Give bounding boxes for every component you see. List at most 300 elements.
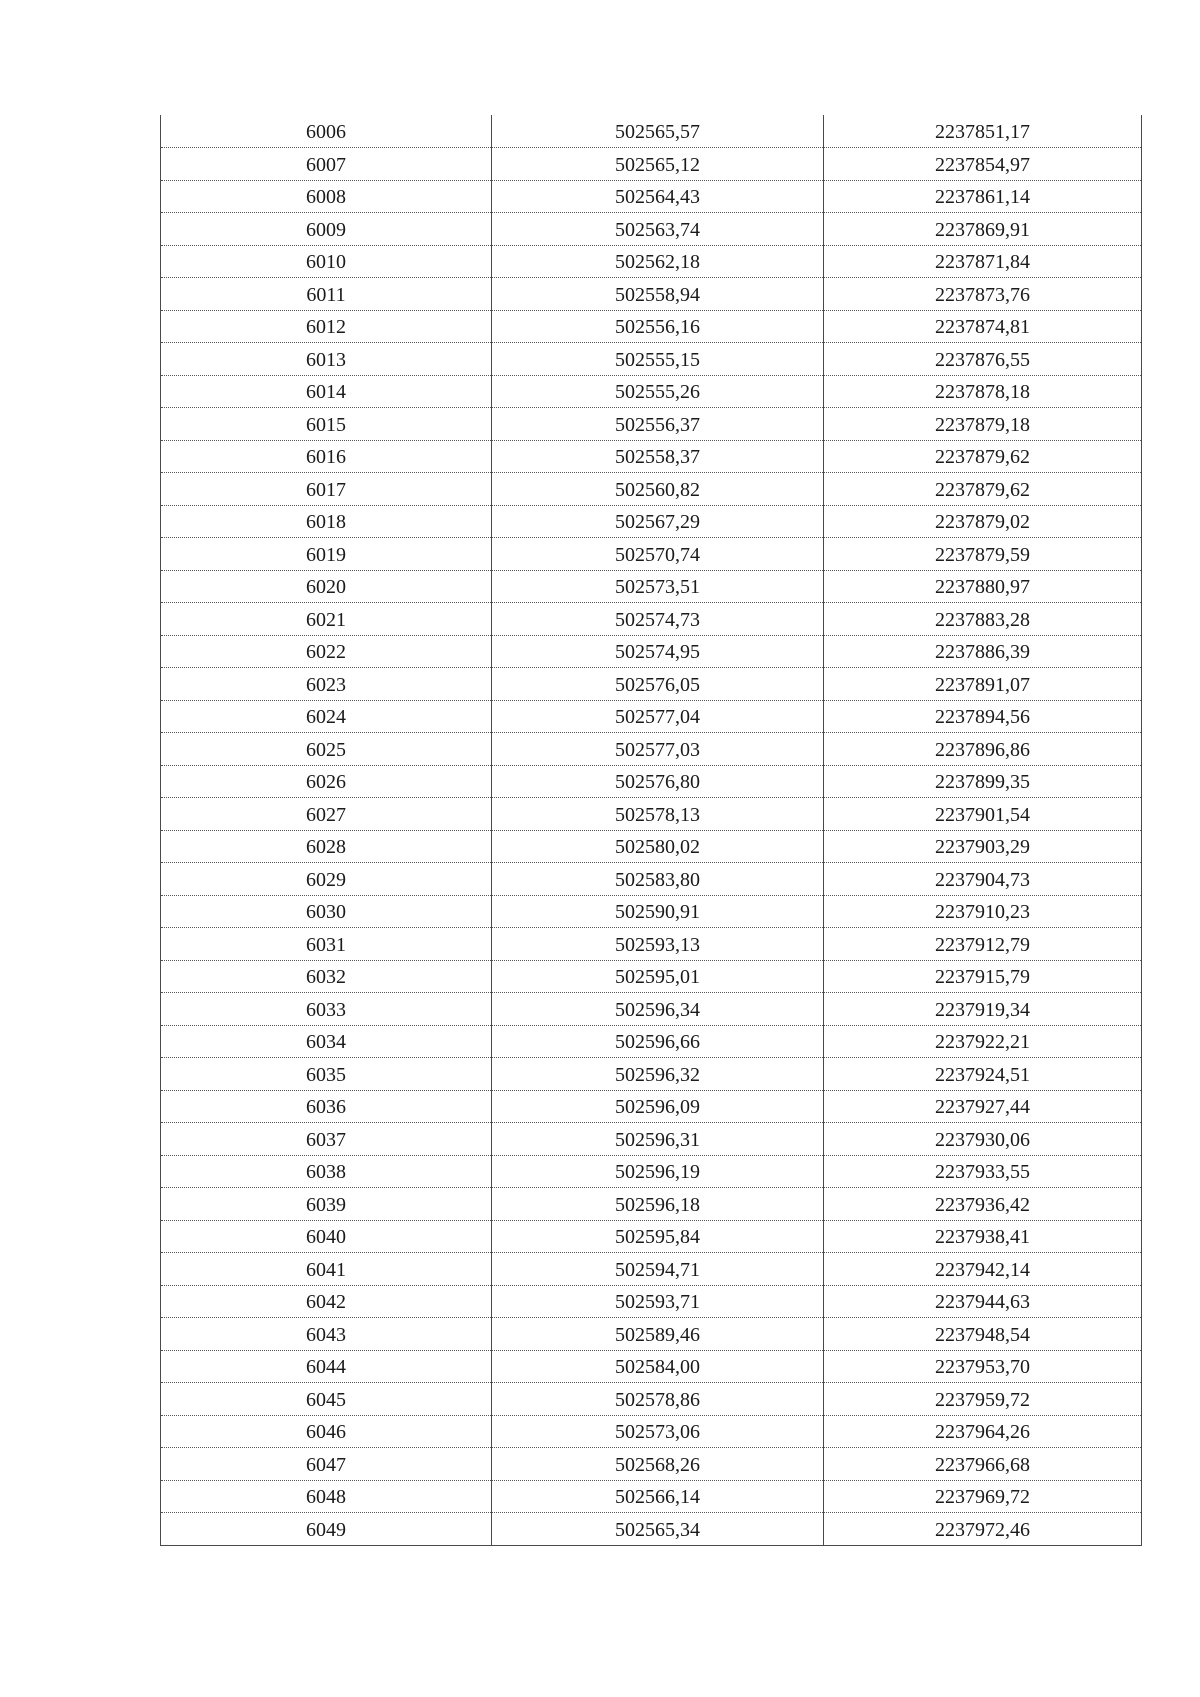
cell-text: 502570,74 (615, 543, 700, 566)
cell-text: 6019 (306, 543, 346, 566)
cell-text: 502558,94 (615, 283, 700, 306)
x-coordinate-cell (492, 1480, 824, 1513)
y-coordinate-cell (824, 1123, 1142, 1156)
point-number-cell (161, 733, 492, 766)
cell-text: 2237927,44 (935, 1096, 1030, 1119)
cell-text: 2237919,34 (935, 998, 1030, 1021)
point-number-cell (161, 213, 492, 246)
cell-text: 2237933,55 (935, 1161, 1030, 1184)
point-number-cell (161, 343, 492, 376)
cell-text: 6031 (306, 933, 346, 956)
x-coordinate-cell (492, 895, 824, 928)
y-coordinate-cell (824, 1220, 1142, 1253)
x-coordinate-cell (492, 278, 824, 311)
x-coordinate-cell (492, 668, 824, 701)
x-coordinate-cell (492, 1123, 824, 1156)
x-coordinate-cell (492, 505, 824, 538)
point-number-cell (161, 148, 492, 181)
point-number-cell (161, 440, 492, 473)
x-coordinate-cell (492, 1448, 824, 1481)
cell-text: 502596,18 (615, 1193, 700, 1216)
cell-text: 502576,05 (615, 673, 700, 696)
cell-text: 2237894,56 (935, 706, 1030, 729)
x-coordinate-cell (492, 1415, 824, 1448)
y-coordinate-cell (824, 1090, 1142, 1123)
x-coordinate-cell (492, 570, 824, 603)
table-row (161, 635, 1142, 668)
table-row (161, 1480, 1142, 1513)
cell-text: 2237910,23 (935, 901, 1030, 924)
point-number-cell (161, 1188, 492, 1221)
cell-text: 2237915,79 (935, 966, 1030, 989)
y-coordinate-cell (824, 538, 1142, 571)
y-coordinate-cell (824, 245, 1142, 278)
table-row (161, 603, 1142, 636)
cell-text: 2237879,59 (935, 543, 1030, 566)
table-row (161, 278, 1142, 311)
x-coordinate-cell (492, 1025, 824, 1058)
cell-text: 502593,71 (615, 1291, 700, 1314)
cell-text: 6034 (306, 1031, 346, 1054)
x-coordinate-cell (492, 1383, 824, 1416)
cell-text: 6025 (306, 738, 346, 761)
table-row (161, 505, 1142, 538)
cell-text: 502584,00 (615, 1356, 700, 1379)
cell-text: 502596,19 (615, 1161, 700, 1184)
cell-text: 502595,84 (615, 1226, 700, 1249)
table-row (161, 863, 1142, 896)
cell-text: 6022 (306, 641, 346, 664)
y-coordinate-cell (824, 1058, 1142, 1091)
point-number-cell (161, 473, 492, 506)
cell-text: 2237854,97 (935, 153, 1030, 176)
point-number-cell (161, 1448, 492, 1481)
y-coordinate-cell (824, 570, 1142, 603)
table-row (161, 538, 1142, 571)
y-coordinate-cell (824, 343, 1142, 376)
table-row (161, 245, 1142, 278)
table-row (161, 213, 1142, 246)
x-coordinate-cell (492, 1220, 824, 1253)
point-number-cell (161, 408, 492, 441)
x-coordinate-cell (492, 1188, 824, 1221)
point-number-cell (161, 180, 492, 213)
cell-text: 2237959,72 (935, 1388, 1030, 1411)
point-number-cell (161, 1090, 492, 1123)
x-coordinate-cell (492, 830, 824, 863)
table-row (161, 765, 1142, 798)
cell-text: 502576,80 (615, 771, 700, 794)
cell-text: 502567,29 (615, 511, 700, 534)
point-number-cell (161, 863, 492, 896)
cell-text: 502596,09 (615, 1096, 700, 1119)
point-number-cell (161, 1155, 492, 1188)
cell-text: 502565,57 (615, 121, 700, 143)
point-number-cell (161, 1285, 492, 1318)
x-coordinate-cell (492, 538, 824, 571)
cell-text: 502590,91 (615, 901, 700, 924)
x-coordinate-cell (492, 1058, 824, 1091)
cell-text: 2237938,41 (935, 1226, 1030, 1249)
cell-text: 502565,12 (615, 153, 700, 176)
cell-text: 6007 (306, 153, 346, 176)
x-coordinate-cell (492, 375, 824, 408)
y-coordinate-cell (824, 180, 1142, 213)
y-coordinate-cell (824, 603, 1142, 636)
table-row (161, 440, 1142, 473)
y-coordinate-cell (824, 863, 1142, 896)
cell-text: 502562,18 (615, 251, 700, 274)
cell-text: 6044 (306, 1356, 346, 1379)
cell-text: 502556,16 (615, 316, 700, 339)
cell-text: 2237891,07 (935, 673, 1030, 696)
x-coordinate-cell (492, 180, 824, 213)
point-number-cell (161, 375, 492, 408)
point-number-cell (161, 1480, 492, 1513)
cell-text: 2237904,73 (935, 868, 1030, 891)
cell-text: 2237869,91 (935, 218, 1030, 241)
y-coordinate-cell (824, 798, 1142, 831)
y-coordinate-cell (824, 278, 1142, 311)
table-row (161, 700, 1142, 733)
cell-text: 502560,82 (615, 478, 700, 501)
table-row (161, 960, 1142, 993)
cell-text: 2237879,62 (935, 478, 1030, 501)
x-coordinate-cell (492, 473, 824, 506)
table-row (161, 1318, 1142, 1351)
table-row (161, 733, 1142, 766)
point-number-cell (161, 570, 492, 603)
cell-text: 2237922,21 (935, 1031, 1030, 1054)
y-coordinate-cell (824, 473, 1142, 506)
cell-text: 502574,95 (615, 641, 700, 664)
cell-text: 2237883,28 (935, 608, 1030, 631)
table-row (161, 180, 1142, 213)
x-coordinate-cell (492, 1513, 824, 1546)
table-row (161, 1415, 1142, 1448)
cell-text: 6010 (306, 251, 346, 274)
cell-text: 6026 (306, 771, 346, 794)
cell-text: 6041 (306, 1258, 346, 1281)
coordinates-table (160, 115, 1142, 1546)
table-row (161, 375, 1142, 408)
y-coordinate-cell (824, 505, 1142, 538)
x-coordinate-cell (492, 408, 824, 441)
cell-text: 502573,06 (615, 1421, 700, 1444)
cell-text: 2237966,68 (935, 1453, 1030, 1476)
y-coordinate-cell (824, 115, 1142, 148)
y-coordinate-cell (824, 1253, 1142, 1286)
point-number-cell (161, 538, 492, 571)
cell-text: 6023 (306, 673, 346, 696)
table-row (161, 1058, 1142, 1091)
cell-text: 6033 (306, 998, 346, 1021)
cell-text: 502578,13 (615, 803, 700, 826)
y-coordinate-cell (824, 700, 1142, 733)
x-coordinate-cell (492, 1350, 824, 1383)
cell-text: 6024 (306, 706, 346, 729)
x-coordinate-cell (492, 733, 824, 766)
cell-text: 2237899,35 (935, 771, 1030, 794)
table-row (161, 1123, 1142, 1156)
point-number-cell (161, 830, 492, 863)
cell-text: 502558,37 (615, 446, 700, 469)
table-row (161, 895, 1142, 928)
table-row (161, 798, 1142, 831)
cell-text: 502564,43 (615, 186, 700, 209)
cell-text: 2237944,63 (935, 1291, 1030, 1314)
cell-text: 6040 (306, 1226, 346, 1249)
cell-text: 2237896,86 (935, 738, 1030, 761)
y-coordinate-cell (824, 1188, 1142, 1221)
point-number-cell (161, 1123, 492, 1156)
y-coordinate-cell (824, 1350, 1142, 1383)
y-coordinate-cell (824, 1383, 1142, 1416)
cell-text: 6045 (306, 1388, 346, 1411)
table-row (161, 668, 1142, 701)
cell-text: 2237969,72 (935, 1486, 1030, 1509)
y-coordinate-cell (824, 765, 1142, 798)
table-row (161, 1448, 1142, 1481)
cell-text: 502555,15 (615, 348, 700, 371)
x-coordinate-cell (492, 635, 824, 668)
x-coordinate-cell (492, 1253, 824, 1286)
point-number-cell (161, 1318, 492, 1351)
cell-text: 6016 (306, 446, 346, 469)
cell-text: 6049 (306, 1518, 346, 1541)
cell-text: 6013 (306, 348, 346, 371)
cell-text: 6027 (306, 803, 346, 826)
table-row (161, 148, 1142, 181)
table-row (161, 473, 1142, 506)
y-coordinate-cell (824, 1513, 1142, 1546)
cell-text: 502574,73 (615, 608, 700, 631)
y-coordinate-cell (824, 440, 1142, 473)
point-number-cell (161, 798, 492, 831)
y-coordinate-cell (824, 993, 1142, 1026)
cell-text: 502595,01 (615, 966, 700, 989)
point-number-cell (161, 1058, 492, 1091)
point-number-cell (161, 310, 492, 343)
cell-text: 2237873,76 (935, 283, 1030, 306)
y-coordinate-cell (824, 733, 1142, 766)
cell-text: 6043 (306, 1323, 346, 1346)
point-number-cell (161, 895, 492, 928)
point-number-cell (161, 1350, 492, 1383)
table-row (161, 1090, 1142, 1123)
cell-text: 502573,51 (615, 576, 700, 599)
cell-text: 6008 (306, 186, 346, 209)
cell-text: 6006 (306, 121, 346, 143)
x-coordinate-cell (492, 440, 824, 473)
point-number-cell (161, 505, 492, 538)
cell-text: 6020 (306, 576, 346, 599)
table-row (161, 1350, 1142, 1383)
x-coordinate-cell (492, 798, 824, 831)
cell-text: 502565,34 (615, 1518, 700, 1541)
x-coordinate-cell (492, 700, 824, 733)
table-row (161, 1188, 1142, 1221)
cell-text: 502589,46 (615, 1323, 700, 1346)
cell-text: 2237936,42 (935, 1193, 1030, 1216)
cell-text: 502596,66 (615, 1031, 700, 1054)
table-row (161, 993, 1142, 1026)
cell-text: 6028 (306, 836, 346, 859)
point-number-cell (161, 1415, 492, 1448)
table-row (161, 570, 1142, 603)
point-number-cell (161, 700, 492, 733)
cell-text: 502578,86 (615, 1388, 700, 1411)
table-row (161, 1025, 1142, 1058)
cell-text: 6036 (306, 1096, 346, 1119)
y-coordinate-cell (824, 1448, 1142, 1481)
point-number-cell (161, 960, 492, 993)
cell-text: 2237861,14 (935, 186, 1030, 209)
y-coordinate-cell (824, 668, 1142, 701)
cell-text: 2237871,84 (935, 251, 1030, 274)
cell-text: 2237903,29 (935, 836, 1030, 859)
table-row (161, 1253, 1142, 1286)
x-coordinate-cell (492, 245, 824, 278)
point-number-cell (161, 1253, 492, 1286)
x-coordinate-cell (492, 115, 824, 148)
cell-text: 502583,80 (615, 868, 700, 891)
cell-text: 502555,26 (615, 381, 700, 404)
cell-text: 2237948,54 (935, 1323, 1030, 1346)
y-coordinate-cell (824, 1025, 1142, 1058)
y-coordinate-cell (824, 1155, 1142, 1188)
table-row (161, 310, 1142, 343)
cell-text: 502596,34 (615, 998, 700, 1021)
point-number-cell (161, 603, 492, 636)
table-row (161, 1220, 1142, 1253)
cell-text: 6017 (306, 478, 346, 501)
cell-text: 6039 (306, 1193, 346, 1216)
cell-text: 2237886,39 (935, 641, 1030, 664)
x-coordinate-cell (492, 1090, 824, 1123)
point-number-cell (161, 115, 492, 148)
cell-text: 502594,71 (615, 1258, 700, 1281)
cell-text: 2237912,79 (935, 933, 1030, 956)
table-row (161, 1285, 1142, 1318)
y-coordinate-cell (824, 1415, 1142, 1448)
x-coordinate-cell (492, 148, 824, 181)
x-coordinate-cell (492, 1285, 824, 1318)
point-number-cell (161, 1513, 492, 1546)
cell-text: 6037 (306, 1128, 346, 1151)
point-number-cell (161, 928, 492, 961)
x-coordinate-cell (492, 310, 824, 343)
x-coordinate-cell (492, 993, 824, 1026)
point-number-cell (161, 1383, 492, 1416)
table-row (161, 1513, 1142, 1546)
cell-text: 502563,74 (615, 218, 700, 241)
y-coordinate-cell (824, 375, 1142, 408)
y-coordinate-cell (824, 928, 1142, 961)
cell-text: 2237964,26 (935, 1421, 1030, 1444)
cell-text: 502577,04 (615, 706, 700, 729)
cell-text: 2237880,97 (935, 576, 1030, 599)
table-row (161, 1383, 1142, 1416)
x-coordinate-cell (492, 928, 824, 961)
cell-text: 6048 (306, 1486, 346, 1509)
y-coordinate-cell (824, 1285, 1142, 1318)
table-row (161, 830, 1142, 863)
y-coordinate-cell (824, 1318, 1142, 1351)
cell-text: 6014 (306, 381, 346, 404)
table-row (161, 928, 1142, 961)
point-number-cell (161, 245, 492, 278)
cell-text: 6012 (306, 316, 346, 339)
cell-text: 2237878,18 (935, 381, 1030, 404)
x-coordinate-cell (492, 863, 824, 896)
cell-text: 502580,02 (615, 836, 700, 859)
y-coordinate-cell (824, 830, 1142, 863)
point-number-cell (161, 278, 492, 311)
cell-text: 502568,26 (615, 1453, 700, 1476)
y-coordinate-cell (824, 310, 1142, 343)
cell-text: 2237879,02 (935, 511, 1030, 534)
table-row (161, 343, 1142, 376)
point-number-cell (161, 993, 492, 1026)
point-number-cell (161, 668, 492, 701)
y-coordinate-cell (824, 635, 1142, 668)
cell-text: 2237879,18 (935, 413, 1030, 436)
cell-text: 2237972,46 (935, 1518, 1030, 1541)
cell-text: 502596,32 (615, 1063, 700, 1086)
y-coordinate-cell (824, 1480, 1142, 1513)
cell-text: 2237953,70 (935, 1356, 1030, 1379)
y-coordinate-cell (824, 408, 1142, 441)
cell-text: 6018 (306, 511, 346, 534)
point-number-cell (161, 765, 492, 798)
cell-text: 2237930,06 (935, 1128, 1030, 1151)
cell-text: 502596,31 (615, 1128, 700, 1151)
cell-text: 502556,37 (615, 413, 700, 436)
x-coordinate-cell (492, 343, 824, 376)
cell-text: 2237924,51 (935, 1063, 1030, 1086)
cell-text: 6021 (306, 608, 346, 631)
cell-text: 2237879,62 (935, 446, 1030, 469)
x-coordinate-cell (492, 603, 824, 636)
point-number-cell (161, 635, 492, 668)
y-coordinate-cell (824, 895, 1142, 928)
cell-text: 6011 (306, 283, 346, 306)
cell-text: 502566,14 (615, 1486, 700, 1509)
table-row (161, 115, 1142, 148)
table-row (161, 408, 1142, 441)
cell-text: 2237874,81 (935, 316, 1030, 339)
cell-text: 502577,03 (615, 738, 700, 761)
y-coordinate-cell (824, 960, 1142, 993)
cell-text: 2237901,54 (935, 803, 1030, 826)
cell-text: 6047 (306, 1453, 346, 1476)
cell-text: 6035 (306, 1063, 346, 1086)
cell-text: 502593,13 (615, 933, 700, 956)
cell-text: 2237876,55 (935, 348, 1030, 371)
point-number-cell (161, 1025, 492, 1058)
cell-text: 6015 (306, 413, 346, 436)
x-coordinate-cell (492, 213, 824, 246)
cell-text: 6032 (306, 966, 346, 989)
y-coordinate-cell (824, 148, 1142, 181)
cell-text: 6029 (306, 868, 346, 891)
x-coordinate-cell (492, 960, 824, 993)
point-number-cell (161, 1220, 492, 1253)
coordinates-table-body (161, 115, 1142, 1545)
table-row (161, 1155, 1142, 1188)
cell-text: 6046 (306, 1421, 346, 1444)
